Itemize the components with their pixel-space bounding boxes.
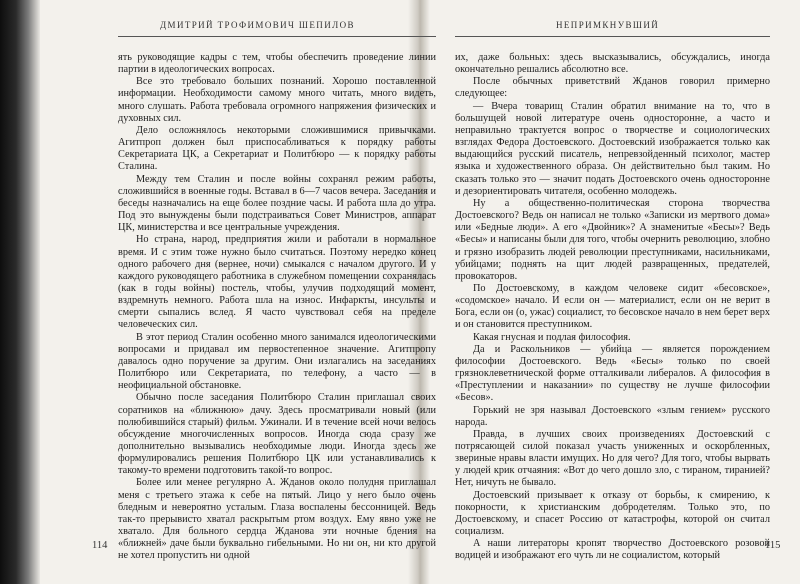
paragraph: ять руководящие кадры с тем, чтобы обеспечить проведение линии партии в идеологических вопросах.: [118, 52, 436, 76]
running-head-left: ДМИТРИЙ ТРОФИМОВИЧ ШЕПИЛОВ: [160, 20, 355, 30]
paragraph: Да и Раскольников — убийца — является порождением философии Достоевского. Ведь «Бесы» только по своей грязноклеветнической форме отталкивали либералов. А философия в «Преступлении и наказании» по существу не лучше философии «Бесов».: [455, 343, 770, 404]
left-page-text: [118, 52, 436, 563]
paragraph: Правда, в лучших своих произведениях Достоевский с потрясающей силой показал участь униженных и оскорбленных, звериные нравы власти имущих. Но для чего? Для того, чтобы вырвать у людей крик отчаяния: «Вот до чего дошло зло, с тираном, тиранией? Нет, ничуть не бывало.: [455, 428, 770, 489]
running-head-right: НЕПРИМКНУВШИЙ: [556, 20, 660, 30]
paragraph: Какая гнусная и подлая философия.: [473, 331, 631, 343]
left-page: [40, 0, 436, 584]
page-number-left: 114: [92, 540, 108, 551]
paragraph: А наши литераторы кропят творчество Достоевского розовой водицей и изображают его чуть ли не социалистом, который: [455, 538, 770, 562]
paragraph: Обычно после заседания Политбюро Сталин приглашал своих соратников на «ближнюю» дачу. Здесь просматривали новый (или полюбившийся старый) фильм. Ужинали. И в течение всей ночи велось обсуждение многочисленных вопросов. Иногда сюда сразу же дополнительно вызывались необходимые люди. Иногда здесь же формулировались решения Политбюро ЦК или устанавливались к такому-то времени подготовить такой-то вопрос.: [118, 392, 436, 477]
right-page-text: [455, 52, 770, 563]
paragraph: Достоевский призывает к отказу от борьбы, к смирению, к покорности, к христианским добродетелям. Только это, по Достоевскому, и спасет Россию от катастрофы, которой он считал социализм.: [455, 489, 770, 538]
right-page: [420, 0, 800, 584]
paragraph: По Достоевскому, в каждом человеке сидит «бесовское», «содомское» начало. И если он — материалист, если он не верит в Бога, если он (о, ужас) социалист, то бесовское начало в нем берет верх и он становится преступником.: [455, 282, 770, 331]
paragraph: Более или менее регулярно А. Жданов около полудня приглашал меня с третьего этажа к себе на пятый. Лицо у него было очень бледным и невероятно усталым. Глаза воспалены бессонницей. Ведь так-то прерывисто хватал раскрытым ртом воздух. Ему явно уже не хватало. Для больного сердца Жданова эти ночные бдения на «ближней» даче были буквально гибельными. Но ни он, ни кто другой не хотел пропустить ни одной: [118, 477, 436, 562]
paragraph: В этот период Сталин особенно много занимался идеологическими вопросами и придавал им первостепенное значение. Агитпропу давалось одно поручение за другим. Они излагались на заседаниях Политбюро или Секретариата, по телефону, а часто — в неофициальной обстановке.: [118, 331, 436, 392]
paragraph: Между тем Сталин и после войны сохранял режим работы, сложившийся в военные годы. Вставал в 6—7 часов вечера. Заседания и беседы назначались на еще более поздние часы. И работа шла до утра. Под это вынуждены были подстраиваться Совет Министров, аппарат ЦК, министерства и все центральные учреждения.: [118, 173, 436, 234]
page-number-right: 115: [765, 540, 781, 551]
book-spine-shadow: [0, 0, 40, 584]
paragraph: Дело осложнялось некоторыми сложившимися привычками. Агитпроп должен был приспосабливаться к порядку работы Секретариата ЦК, а Секретариат и Политбюро — к порядку работы Сталина.: [118, 124, 436, 173]
paragraph: После обычных приветствий Жданов говорил примерно следующее:: [455, 76, 770, 100]
header-rule-left: [118, 36, 436, 37]
paragraph: Горький не зря называл Достоевского «злым гением» русского народа.: [455, 404, 770, 428]
paragraph: Все это требовало больших познаний. Хорошо поставленной информации. Необходимости самому много читать, много видеть, много слушать. Работа требовала огромного напряжения физических и духовных сил.: [118, 76, 436, 124]
paragraph: Но страна, народ, предприятия жили и работали в нормальное время. И с этим тоже нужно было считаться. Поэтому нередко конец одного рабочего дня (вернее, ночи) смыкался с началом другого. И у каждого руководящего работника в служебном помещении сохранялась (как в годы войны) постель, чтобы, улучив подходящий момент, вздремнуть немного. Работа шла на износ. Инфаркты, инсульты и смерти сыпались вслед. Я часто чувствовал себя на пределе человеческих сил.: [118, 234, 436, 331]
paragraph: их, даже больных: здесь высказывались, обсуждались, иногда окончательно решались абсолютно все.: [455, 52, 770, 76]
paragraph: — Вчера товарищ Сталин обратил внимание на то, что в большущей новой литературе очень односторонне, а часто и неправильно трактуется вопрос о творчестве и социологических взглядах Федора Достоевского. Достоевский изображается только как выдающийся русский писатель, непревзойденный психолог, мастер языка и художественного образа. Он действительно был таким. Но сказать только это — значит подать Достоевского очень односторонне и дезориентировать читателя, особенно молодежь.: [455, 100, 770, 197]
paragraph: Ну а общественно-политическая сторона творчества Достоевского? Ведь он написал не только «Записки из мертвого дома» или «Бедные люди». А его «Двойник»? А знаменитые «Бесы»? Ведь «Бесы» и написаны были для того, чтобы очернить революцию, злобно и грязно изобразить людей революции преступниками, насильниками, убийцами; поднять на щит людей развращенных, предателей, провокаторов.: [455, 197, 770, 282]
header-rule-right: [455, 36, 770, 37]
